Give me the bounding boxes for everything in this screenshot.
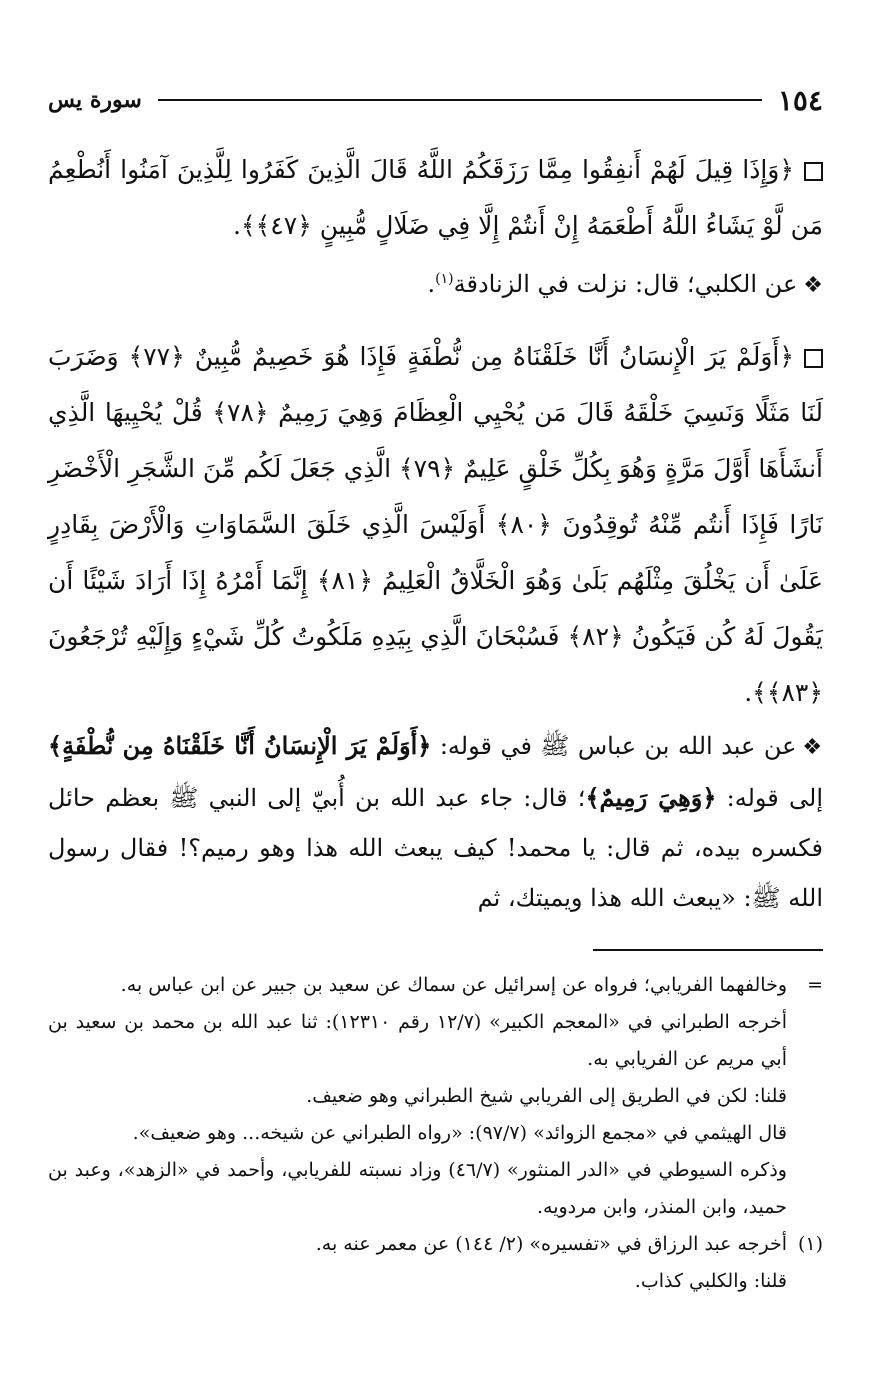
- header-rule: [158, 99, 762, 101]
- footnote-text: قلنا: لكن في الطريق إلى الفريابي شيخ الطبراني وهو ضعيف.: [306, 1085, 787, 1107]
- commentary-2: [48, 721, 823, 923]
- footnote-ref: (١): [435, 271, 454, 287]
- verse-text: ﴿أَوَلَمْ يَرَ الْإِنسَانُ أَنَّا خَلَقْنَاهُ مِن نُّطْفَةٍ فَإِذَا هُوَ خَصِيمٌ مُّبِينٌ ﴿٧٧﴾ وَضَرَبَ لَنَا مَثَلًا وَنَسِيَ خَلْقَهُ قَالَ مَن يُحْيِي الْعِظَامَ وَهِيَ رَمِيمٌ ﴿٧٨﴾ قُلْ يُحْيِيهَا الَّذِي أَنشَأَهَا أَوَّلَ مَرَّةٍ وَهُوَ بِكُلِّ خَلْقٍ عَلِيمٌ ﴿٧٩﴾ الَّذِي جَعَلَ لَكُم مِّنَ الشَّجَرِ الْأَخْضَرِ نَارًا فَإِذَا أَنتُم مِّنْهُ تُوقِدُونَ ﴿٨٠﴾ أَوَلَيْسَ الَّذِي خَلَقَ السَّمَاوَاتِ وَالْأَرْضَ بِقَادِرٍ عَلَىٰ أَن يَخْلُقَ مِثْلَهُم بَلَىٰ وَهُوَ الْخَلَّاقُ الْعَلِيمُ ﴿٨١﴾ إِنَّمَا أَمْرُهُ إِذَا أَرَادَ شَيْئًا أَن يَقُولَ لَهُ كُن فَيَكُونُ ﴿٨٢﴾ فَسُبْحَانَ الَّذِي بِيَدِهِ مَلَكُوتُ كُلِّ شَيْءٍ وَإِلَيْهِ تُرْجَعُونَ ﴿٨٣﴾﴾.: [48, 342, 824, 707]
- verse-text: ﴿وَإِذَا قِيلَ لَهُمْ أَنفِقُوا مِمَّا رَزَقَكُمُ اللَّهُ قَالَ الَّذِينَ كَفَرُوا لِلَّذِينَ آمَنُوا أَنُطْعِمُ مَن لَّوْ يَشَاءُ اللَّهُ أَطْعَمَهُ إِنْ أَنتُمْ إِلَّا فِي ضَلَالٍ مُّبِينٍ ﴿٤٧﴾﴾.: [48, 155, 823, 240]
- surah-name: سورة يس: [48, 87, 142, 113]
- commentary-text-1: عن عبد الله بن عباس ﷺ في قوله:: [431, 732, 797, 760]
- page-header: [48, 80, 823, 120]
- footnote-text: قال الهيثمي في «مجمع الزوائد» (٩٧/٧): «رواه الطبراني عن شيخه... وهو ضعيف».: [132, 1122, 787, 1144]
- footnote-line: [48, 1263, 823, 1300]
- footnote-text: أخرجه عبد الرزاق في «تفسيره» (٢/ ١٤٤) عن معمر عنه به.: [315, 1233, 787, 1255]
- star-bullet-icon: ❖: [802, 735, 823, 760]
- footnote-line: [48, 1078, 823, 1115]
- footnote-text: أخرجه الطبراني في «المعجم الكبير» (١٢/٧ رقم ١٢٣١٠): ثنا عبد الله بن محمد بن سعيد بن أبي مريم عن الفريابي به.: [48, 1011, 787, 1070]
- footnote-text: قلنا: والكلبي كذاب.: [634, 1270, 787, 1292]
- quoted-verse-2: ﴿وَهِيَ رَمِيمٌ﴾: [585, 783, 717, 812]
- square-bullet-icon: [804, 162, 823, 181]
- footnote-mark: =: [807, 974, 823, 996]
- footnote-line: [48, 1004, 823, 1078]
- verse-47: [48, 142, 823, 254]
- commentary-text-3: ؛ قال: جاء عبد الله بن أُبيّ إلى النبي ﷺ بعظم حائل فكسره بيده، ثم قال: يا محمد! كيف يبعث الله هذا وهو رميم؟! فقال رسول الله ﷺ: «يبعث الله هذا ويميتك، ثم: [48, 784, 823, 912]
- commentary-text: عن الكلبي؛ قال: نزلت في الزنادقة: [453, 270, 798, 298]
- footnote-line: [48, 1226, 823, 1263]
- star-bullet-icon: ❖: [803, 273, 823, 298]
- page-number: ١٥٤: [777, 83, 823, 117]
- footnotes-separator: [593, 949, 823, 951]
- quoted-verse-1: ﴿أَوَلَمْ يَرَ الْإِنسَانُ أَنَّا خَلَقْنَاهُ مِن نُّطْفَةٍ﴾: [48, 731, 432, 760]
- footnotes: [48, 967, 823, 1300]
- verses-77-83: [48, 329, 823, 721]
- footnote-mark: (١): [797, 1233, 823, 1255]
- commentary-text-2: إلى قوله:: [716, 784, 823, 812]
- square-bullet-icon: [804, 349, 823, 368]
- footnote-text: وخالفهما الفريابي؛ فرواه عن إسرائيل عن سماك عن سعيد بن جبير عن ابن عباس به.: [120, 974, 787, 996]
- footnote-text: وذكره السيوطي في «الدر المنثور» (٤٦/٧) وزاد نسبته للفريابي، وأحمد في «الزهد»، وعبد بن حميد، وابن المنذر، وابن مردويه.: [48, 1159, 787, 1218]
- section-1: [48, 142, 823, 311]
- section-2: [48, 329, 823, 923]
- footnote-line: [48, 1115, 823, 1152]
- footnote-line: [48, 967, 823, 1004]
- commentary-1: ❖عن الكلبي؛ قال: نزلت في الزنادقة$^{(١)}$.: [427, 270, 823, 298]
- footnote-line: [48, 1152, 823, 1226]
